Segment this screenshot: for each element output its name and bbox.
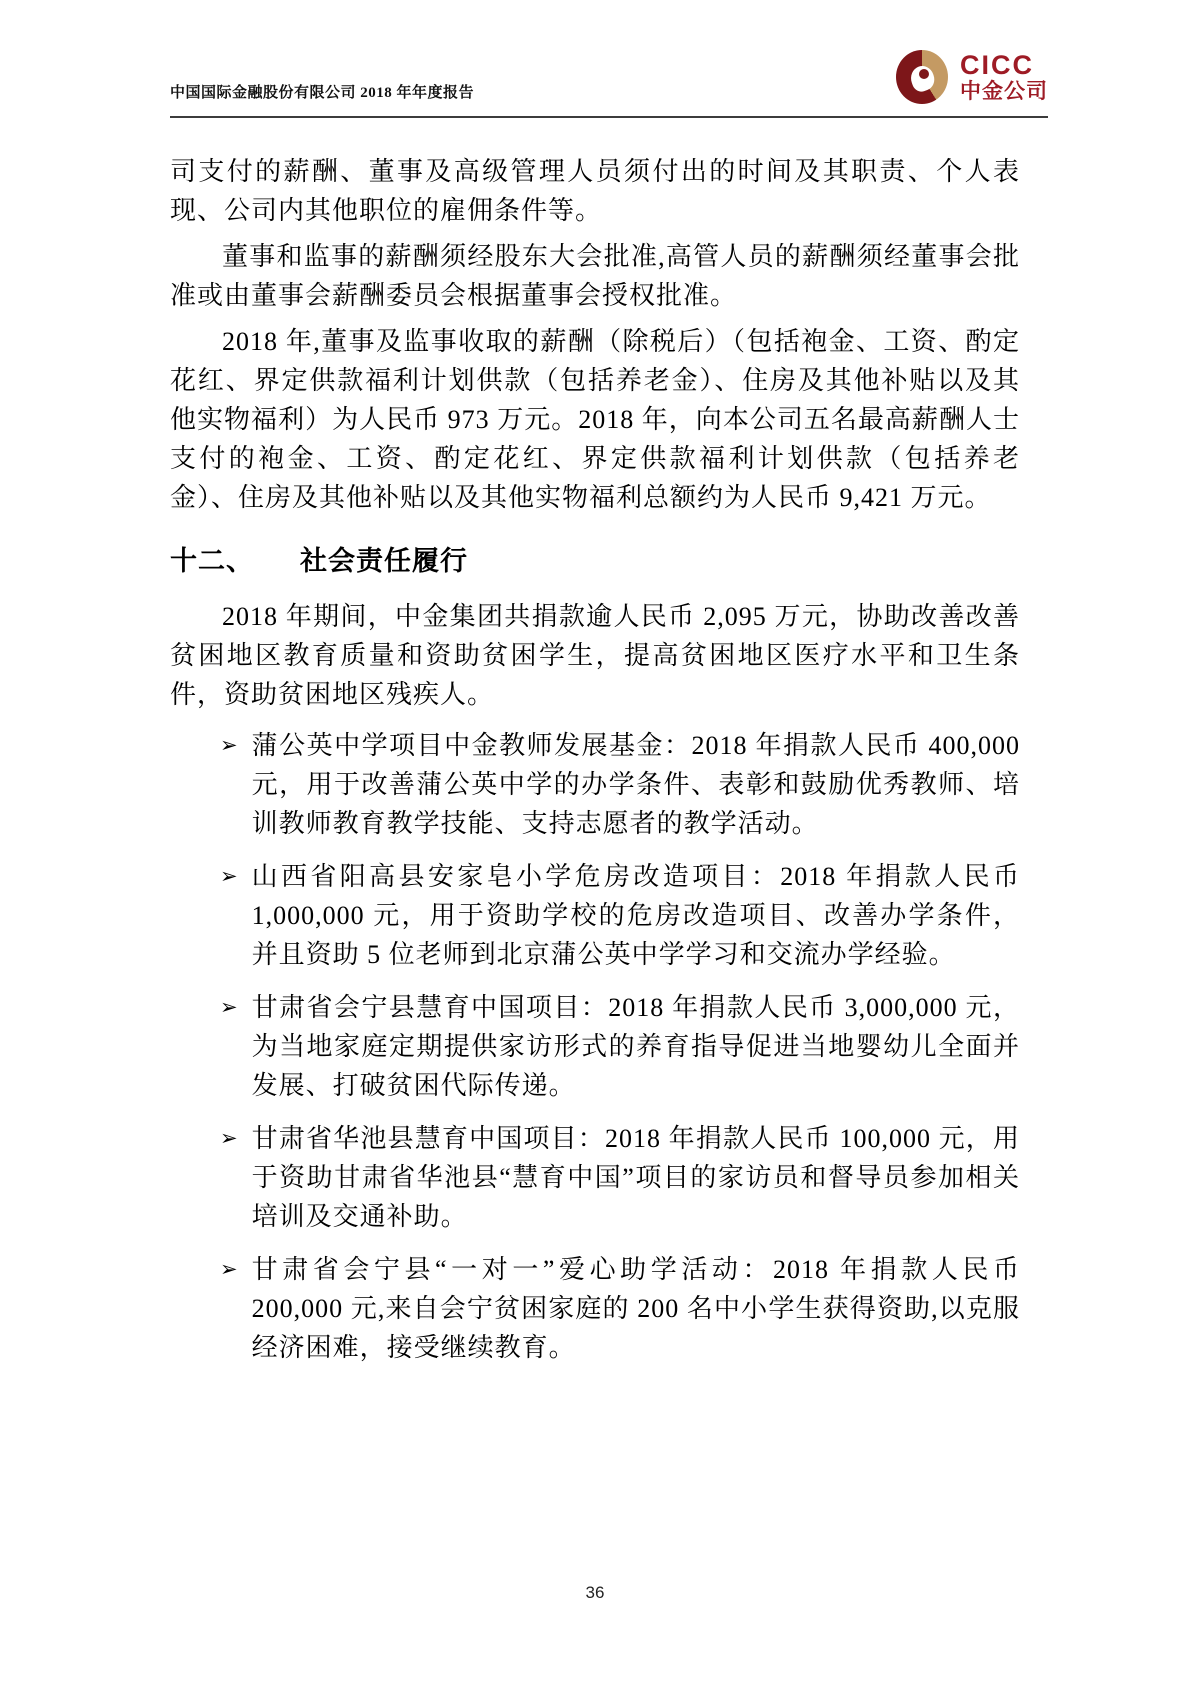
list-item-gansu-huachi-huiyu xyxy=(220,1119,1020,1236)
document-body xyxy=(170,152,1020,1381)
report-header xyxy=(170,50,1048,108)
list-item-text: 山西省阳高县安家皂小学危房改造项目：2018 年捐款人民币 1,000,000 元，用于资助学校的危房改造项目、改善办学条件，并且资助 5 位老师到北京蒲公英中学学习和交流办学经验。 xyxy=(251,862,1020,969)
arrow-bullet-icon: ➢ xyxy=(220,1257,238,1281)
report-title: 中国国际金融股份有限公司 2018 年年度报告 xyxy=(170,85,475,101)
section-heading xyxy=(170,541,1020,581)
list-item-shanxi-school-renovation xyxy=(220,857,1020,974)
list-item-one-on-one-aid xyxy=(220,1250,1020,1367)
paragraph-approval-process: 董事和监事的薪酬须经股东大会批准,高管人员的薪酬须经董事会批准或由董事会薪酬委员会根据董事会授权批准。 xyxy=(170,242,1020,310)
cicc-wordmark-cn: 中金公司 xyxy=(960,80,1048,103)
header-divider xyxy=(170,116,1048,118)
page-number: 36 xyxy=(585,1583,605,1602)
arrow-bullet-icon: ➢ xyxy=(220,995,238,1019)
list-item-dandelion-school-fund xyxy=(220,726,1020,843)
arrow-bullet-icon: ➢ xyxy=(220,864,238,888)
list-item-text: 甘肃省会宁县“一对一”爱心助学活动：2018 年捐款人民币 200,000 元,来自会宁贫困家庭的 200 名中小学生获得资助,以克服经济困难，接受继续教育。 xyxy=(251,1255,1020,1362)
paragraph-2018-remuneration: 2018 年,董事及监事收取的薪酬（除税后）（包括袍金、工资、酌定花红、界定供款福利计划供款（包括养老金）、住房及其他补贴以及其他实物福利）为人民币 973 万元。2018 年，向本公司五名最高薪酬人士支付的袍金、工资、酌定花红、界定供款福利计划供款（包括养老金）、住房及其他补贴以及其他实物福利总额约为人民币 9,421 万元。 xyxy=(170,327,1020,512)
donation-list xyxy=(170,726,1020,1367)
cicc-wordmark xyxy=(960,52,1048,102)
cicc-wordmark-en: CICC xyxy=(960,50,1034,80)
list-item-gansu-huining-huiyu xyxy=(220,988,1020,1105)
cicc-logo-icon xyxy=(896,50,948,104)
arrow-bullet-icon: ➢ xyxy=(220,733,238,757)
section-number: 十二、 xyxy=(170,546,254,576)
section-title: 社会责任履行 xyxy=(300,546,468,576)
paragraph-compensation-factors: 司支付的薪酬、董事及高级管理人员须付出的时间及其职责、个人表现、公司内其他职位的雇佣条件等。 xyxy=(170,157,1020,225)
list-item-text: 蒲公英中学项目中金教师发展基金：2018 年捐款人民币 400,000 元，用于改善蒲公英中学的办学条件、表彰和鼓励优秀教师、培训教师教育教学技能、支持志愿者的教学活动。 xyxy=(251,731,1020,838)
arrow-bullet-icon: ➢ xyxy=(220,1126,238,1150)
list-item-text: 甘肃省华池县慧育中国项目：2018 年捐款人民币 100,000 元，用于资助甘肃省华池县“慧育中国”项目的家访员和督导员参加相关培训及交通补助。 xyxy=(251,1124,1020,1231)
paragraph-social-responsibility-intro: 2018 年期间，中金集团共捐款逾人民币 2,095 万元，协助改善改善贫困地区教育质量和资助贫困学生，提高贫困地区医疗水平和卫生条件，资助贫困地区残疾人。 xyxy=(170,602,1020,709)
logo-swirl-dot xyxy=(919,69,929,79)
cicc-logo xyxy=(896,50,1048,108)
list-item-text: 甘肃省会宁县慧育中国项目：2018 年捐款人民币 3,000,000 元，为当地家庭定期提供家访形式的养育指导促进当地婴幼儿全面并发展、打破贫困代际传递。 xyxy=(251,993,1020,1100)
page-footer xyxy=(0,1583,1190,1603)
